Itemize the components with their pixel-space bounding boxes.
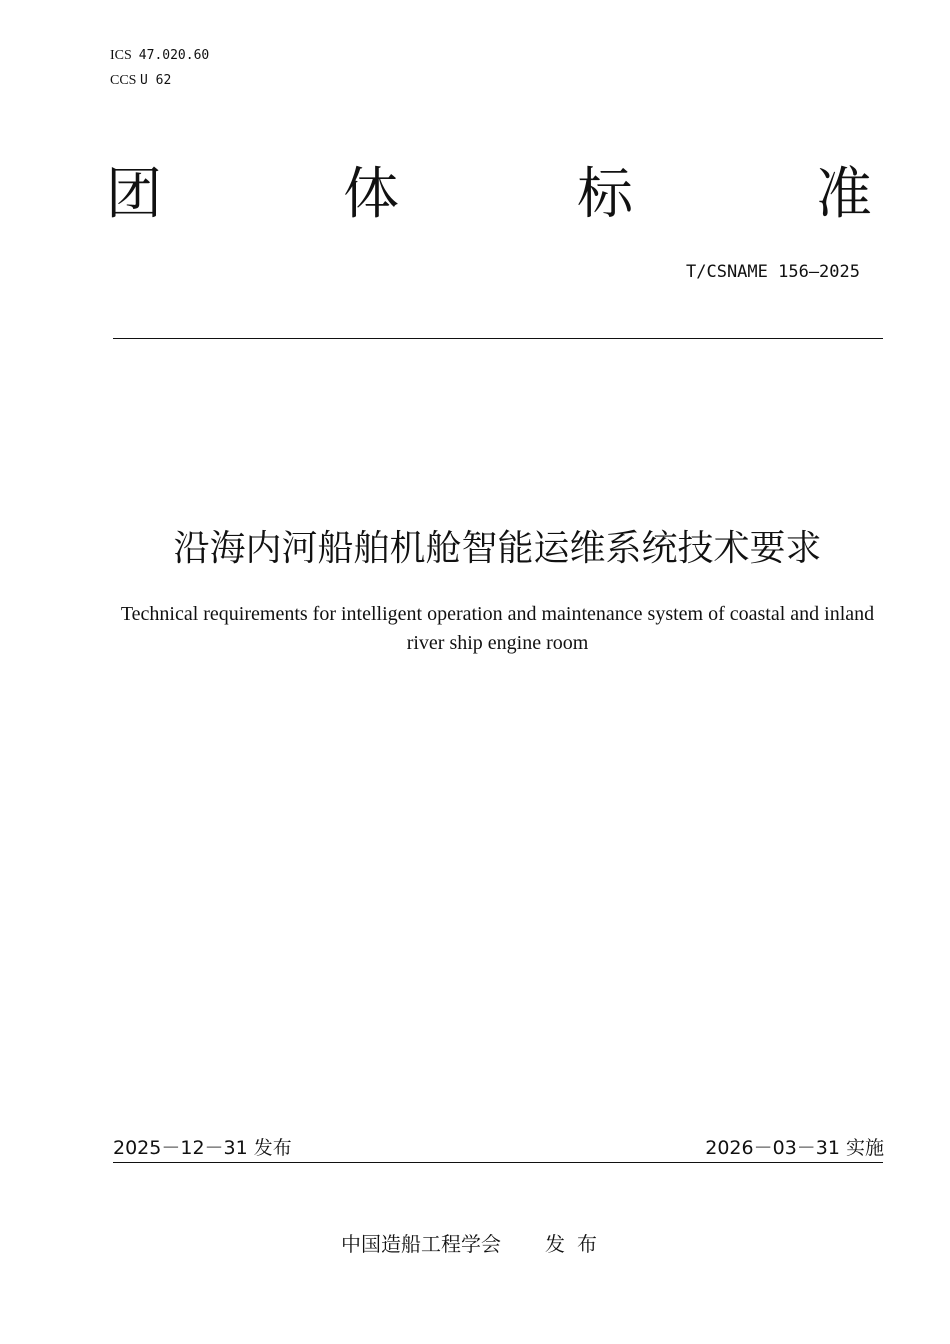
doc-type-char-2: 体 — [343, 162, 399, 227]
title-chinese: 沿海内河船舶机舱智能运维系统技术要求 — [173, 528, 822, 569]
doc-type-char-3: 标 — [577, 162, 633, 227]
ccs-label: CCS — [110, 73, 137, 88]
doc-type-char-4: 准 — [816, 162, 872, 227]
implement-date: 2026－03－31 实施 — [705, 1137, 884, 1159]
bottom-divider — [113, 1162, 883, 1163]
publisher-action: 发布 — [545, 1232, 609, 1256]
ccs-value: U 62 — [139, 73, 172, 88]
ics-label: ICS — [110, 48, 132, 63]
top-divider — [113, 338, 883, 339]
title-english: Technical requirements for intelligent operation and maintenance system of coastal and inland river ship engine room — [120, 603, 875, 654]
publish-date: 2025－12－31 发布 — [113, 1137, 292, 1159]
standard-number: T/CSNAME 156—2025 — [686, 262, 860, 282]
doc-type-char-1: 团 — [106, 162, 162, 227]
publisher-line — [0, 1228, 950, 1257]
publisher-name: 中国造船工程学会 — [341, 1232, 501, 1256]
ccs-code — [110, 72, 171, 90]
ics-code — [110, 47, 209, 65]
ics-value: 47.020.60 — [138, 48, 210, 63]
